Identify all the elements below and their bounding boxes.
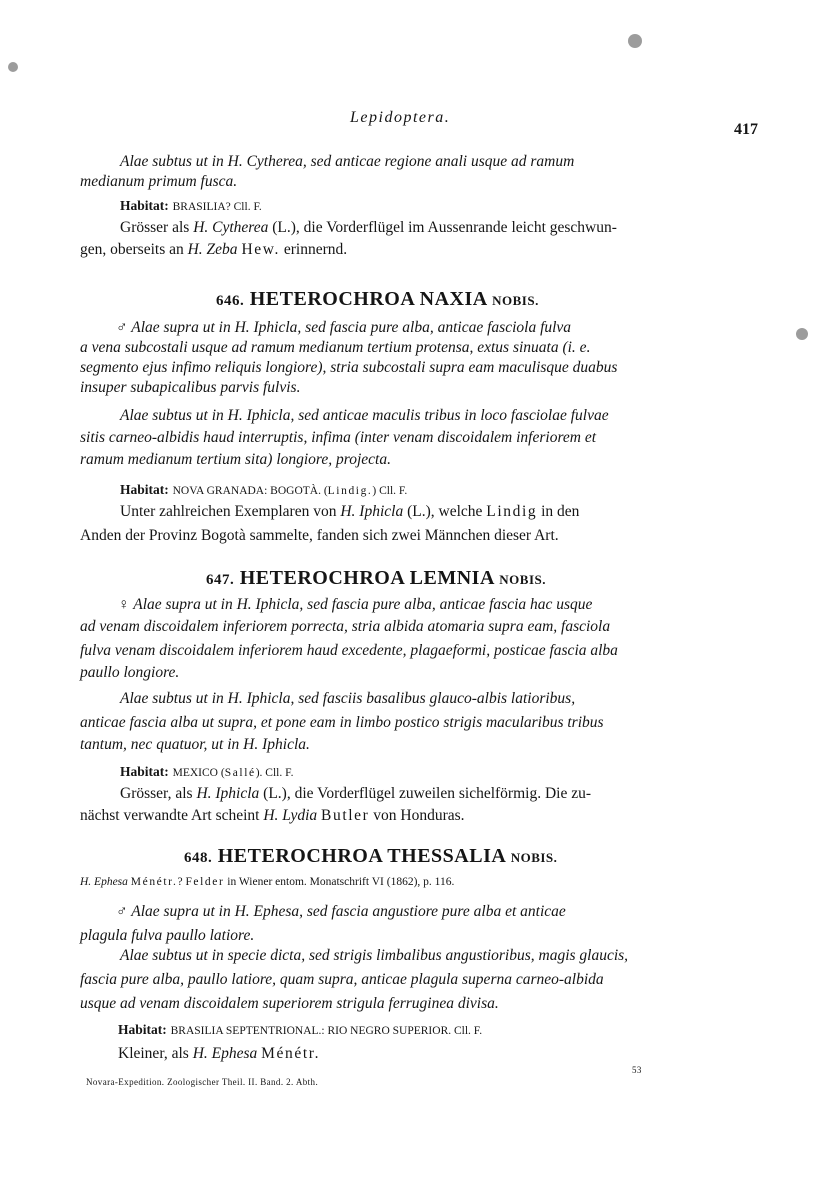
male-symbol: ♂ [116,903,128,920]
author-name: Lindig [486,503,538,520]
species-name: H. Iphicla [196,785,260,802]
section-species-name: HETEROCHROA THESSALIA [217,845,506,867]
male-symbol: ♂ [116,319,128,336]
latin-text-line: ♂ Alae supra ut in H. Ephesa, sed fascia angustiore pure alba et anticae [116,903,566,920]
latin-text-line: sitis carneo-albidis haud interruptis, infima (inter venam discoidalem inferiorem et [80,429,597,446]
habitat-label: Habitat: [118,1022,167,1037]
species-name: H. Ephesa [192,1045,258,1062]
latin-text-line: ad venam discoidalem inferiorem porrecta, stria albida atomaria supra eam, fasciola [80,618,611,635]
author-name: Felder [185,876,225,888]
german-text-line: Unter zahlreichen Exemplaren von H. Iphicla (L.), welche Lindig in den [120,503,580,520]
german-text-line: Anden der Provinz Bogotà sammelte, fanden sich zwei Männchen dieser Art. [80,527,559,544]
species-name: H. Iphicla [340,503,404,520]
species-name: H. Ephesa [80,876,128,888]
signature-mark: 53 [632,1065,642,1075]
german-text-line: Grösser, als H. Iphicla (L.), die Vorderflügel zuweilen sichelförmig. Die zu- [120,785,592,802]
latin-text-line: Alae subtus ut in specie dicta, sed strigis limbalibus angustioribus, magis glaucis, [120,947,629,964]
habitat-label: Habitat: [120,764,169,779]
author-name: Sallé [224,767,256,779]
species-name: H. Lydia [263,807,318,824]
latin-text-line: a vena subcostali usque ad ramum medianum tertium protensa, extus sinuata (i. e. [80,339,591,356]
latin-text-line: ♀ Alae supra ut in H. Iphicla, sed fascia pure alba, anticae fascia hac usque [118,596,593,613]
female-symbol: ♀ [118,596,130,613]
section-nobis: NOBIS. [492,293,539,308]
habitat-line: Habitat: BRASILIA SEPTENTRIONAL.: RIO NEGRO SUPERIOR. Cll. F. [118,1022,483,1037]
species-name: H. Zeba [187,241,238,258]
scan-speck [796,328,808,340]
section-heading-647 [206,566,546,592]
section-species-name: HETEROCHROA LEMNIA [239,567,494,589]
author-name: Butler [321,807,370,824]
section-number: 647. [206,572,235,588]
habitat-line [120,196,262,217]
author-name: Ménétr. [261,1045,321,1062]
latin-text-line: segmento ejus infimo reliquis longiore), stria subcostali supra eam maculisque duabus [80,359,618,376]
habitat-label: Habitat: [120,198,169,213]
running-head-title: Lepidoptera. [350,109,451,126]
latin-text-line: anticae fascia alba ut supra, et pone eam in limbo postico strigis macularibus tribus [80,714,604,731]
section-nobis: NOBIS. [499,572,547,587]
page-number: 417 [734,121,758,138]
latin-text-line: fascia pure alba, paullo latiore, quam supra, anticae plagula superna carneo-albida [80,971,604,988]
section-heading-646 [216,287,539,313]
section-number: 648. [184,850,213,866]
author-name: Hew. [241,241,280,258]
latin-text-line: fulva venam discoidalem inferiorem haud excedente, plagaeformi, posticae fascia alba [80,642,618,659]
latin-text-line: ramum medianum tertium sita) longiore, projecta. [80,451,391,468]
latin-text-line: medianum primum fusca. [80,173,238,190]
latin-text-line: ♂ Alae supra ut in H. Iphicla, sed fascia pure alba, anticae fasciola fulva [116,319,572,336]
section-heading-648 [184,844,557,870]
latin-text-line: usque ad venam discoidalem superiorem strigula ferruginea divisa. [80,995,499,1012]
german-text-line: Kleiner, als H. Ephesa Ménétr. [118,1045,321,1062]
latin-text-line: paullo longiore. [80,664,180,681]
species-name: H. Cytherea [193,219,269,236]
habitat-label: Habitat: [120,482,169,497]
german-text-line: gen, oberseits an H. Zeba Hew. erinnernd. [80,241,348,258]
footer-text: Novara-Expedition. Zoologischer Theil. II. Band. 2. Abth. [86,1077,319,1087]
section-species-name: HETEROCHROA NAXIA [249,288,487,310]
habitat-line: Habitat: MEXICO (Sallé). Cll. F. [120,764,294,779]
habitat-value: BRASILIA? Cll. F. [172,201,262,213]
author-name: Lindig. [327,485,373,497]
author-name: Ménétr. [130,876,178,888]
section-nobis: NOBIS. [510,850,558,865]
german-text-line: Grösser als H. Cytherea (L.), die Vorderflügel im Aussenrande leicht geschwun- [120,219,617,236]
scan-speck [8,62,18,72]
latin-text-line: Alae subtus ut in H. Iphicla, sed fasciis basalibus glauco-albis latioribus, [120,690,576,707]
scan-speck [628,34,642,48]
latin-text-line: Alae subtus ut in H. Iphicla, sed anticae maculis tribus in loco fasciolae fulvae [120,407,609,424]
latin-text-line: Alae subtus ut in H. Cytherea, sed anticae regione anali usque ad ramum [120,153,575,170]
latin-text-line: plagula fulva paullo latiore. [80,927,255,944]
reference-line: H. Ephesa Ménétr.? Felder in Wiener entom. Monatschrift VI (1862), p. 116. [80,876,455,888]
latin-text-line: tantum, nec quatuor, ut in H. Iphicla. [80,736,310,753]
latin-text-line: insuper subapicalibus parvis fulvis. [80,379,301,396]
german-text-line: nächst verwandte Art scheint H. Lydia Butler von Honduras. [80,807,465,824]
section-number: 646. [216,293,245,309]
habitat-line: Habitat: NOVA GRANADA: BOGOTÀ. (Lindig.) Cll. F. [120,482,408,497]
